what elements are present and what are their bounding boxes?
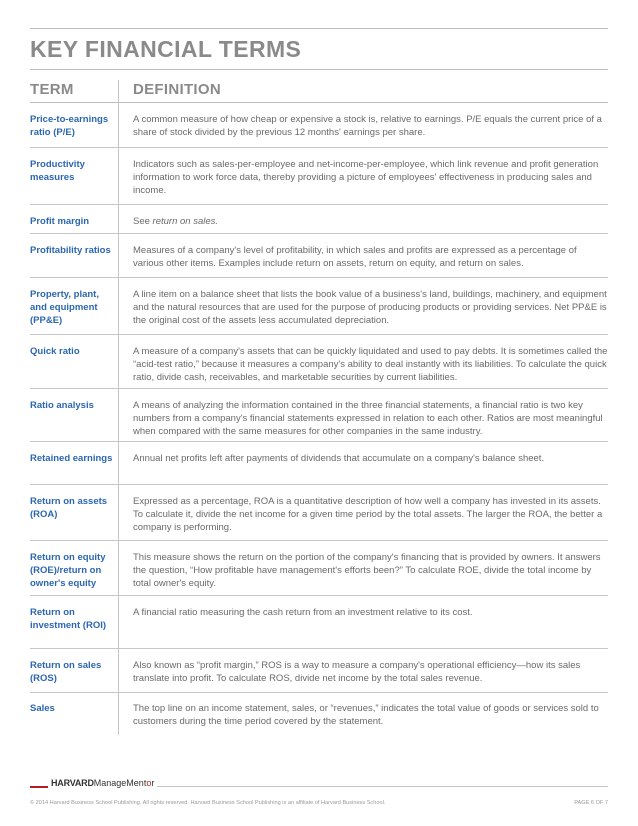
- page-number: PAGE 6 OF 7: [574, 800, 608, 806]
- table-row: [30, 485, 608, 541]
- definition-reference: return on sales.: [152, 216, 219, 227]
- definition-cell: Annual net profits left after payments of dividends that accumulate on a company's balance sheet.: [133, 453, 545, 464]
- logo-end-text: r: [151, 778, 155, 788]
- term-cell: Ratio analysis: [30, 400, 94, 411]
- term-cell: Sales: [30, 703, 55, 714]
- table-row: [30, 442, 608, 485]
- term-cell: Return on equity (ROE)/return on owner's equity: [30, 552, 106, 589]
- title-rule: [30, 69, 608, 70]
- definition-cell: A common measure of how cheap or expensive a stock is, relative to earnings. P/E equals the current price of a share of stock divided by the previous 12 months' earnings per share.: [133, 114, 602, 139]
- definition-cell: A measure of a company's assets that can be quickly liquidated and used to pay debts. It is sometimes called the “acid-test ratio,” because it measures a company's ability to deal instantly with its liabilities. To calculate the quick ratio, divide cash, receivables, and marketable securities by current liabilities.: [133, 346, 608, 384]
- term-cell: Property, plant, and equipment (PP&E): [30, 289, 99, 326]
- definition-cell: A means of analyzing the information contained in the three financial statements, a financial ratio is two key numbers from a company's financial statements expressed in relation to each other. Ratios are most meaningful when compared with the same measures for other companies in the same industry.: [133, 400, 603, 438]
- copyright-text: © 2014 Harvard Business School Publishing. All rights reserved. Harvard Business School Publishing is an affiliate of Harvard Business School.: [30, 800, 386, 806]
- definition-text: See: [133, 216, 150, 227]
- logo-bold-text: HARVARD: [51, 778, 94, 788]
- term-cell: Return on investment (ROI): [30, 607, 107, 631]
- term-cell: Productivity measures: [30, 159, 85, 183]
- table-row: [30, 596, 608, 649]
- table-row: [30, 335, 608, 389]
- definition-cell: Expressed as a percentage, ROA is a quantitative description of how well a company has invested in its assets. To calculate it, divide the net income for a given time period by the total assets. The larger the ROA, the better a company is performing.: [133, 496, 603, 534]
- term-cell: Price-to-earnings ratio (P/E): [30, 114, 109, 138]
- term-cell: Return on assets (ROA): [30, 496, 108, 520]
- logo-text: ManageMent: [93, 778, 147, 788]
- table-row: [30, 278, 608, 335]
- definition-cell: Also known as “profit margin,” ROS is a way to measure a company's operational efficiency—how its sales translate into profit. To calculate ROS, divide net income by the total sales revenue.: [133, 660, 581, 685]
- term-cell: Quick ratio: [30, 346, 80, 357]
- definition-cell: Measures of a company's level of profitability, in which sales and profits are expressed as a percentage of various other items. Examples include return on assets, return on equity, and return on sales.: [133, 245, 577, 270]
- table-row: [30, 389, 608, 442]
- top-rule: [30, 28, 608, 29]
- page-title: KEY FINANCIAL TERMS: [30, 36, 302, 62]
- table-row: [30, 649, 608, 693]
- table-row: [30, 103, 608, 148]
- definition-cell: A financial ratio measuring the cash return from an investment relative to its cost.: [133, 607, 473, 618]
- definition-cell: The top line on an income statement, sales, or “revenues,” indicates the total value of goods or services sold to customers during the time period covered by the statement.: [133, 703, 599, 728]
- definition-cell: [133, 215, 608, 228]
- logo-accent-bar: [30, 786, 48, 788]
- logo-accent-letter: o: [146, 778, 152, 788]
- term-cell: Return on sales (ROS): [30, 660, 102, 684]
- table-row: [30, 541, 608, 596]
- table-row: [30, 692, 608, 735]
- harvard-managementor-logo: [48, 778, 157, 788]
- term-cell: Profit margin: [30, 216, 90, 227]
- term-cell: Retained earnings: [30, 453, 113, 464]
- definition-column-header: DEFINITION: [133, 81, 221, 98]
- term-column-header: TERM: [30, 81, 74, 98]
- definition-cell: A line item on a balance sheet that lists the book value of a business's land, buildings, machinery, and equipment and the natural resources that are used for the purpose of producing products or providing services. Net PP&E is the original cost of the assets less accumulated depreciation.: [133, 289, 607, 327]
- definition-cell: This measure shows the return on the portion of the company's financing that is provided by owners. It answers the question, “How profitable have management's efforts been?” To calculate ROE, divide the total income by total owner's equity.: [133, 552, 601, 590]
- term-cell: Profitability ratios: [30, 245, 111, 256]
- definition-cell: Indicators such as sales-per-employee and net-income-per-employee, which link revenue and profit generation information to work force data, thereby providing a picture of employees' effectiveness in producing sales and income.: [133, 159, 599, 197]
- table-row: [30, 205, 608, 234]
- table-row: [30, 148, 608, 205]
- table-row: [30, 234, 608, 278]
